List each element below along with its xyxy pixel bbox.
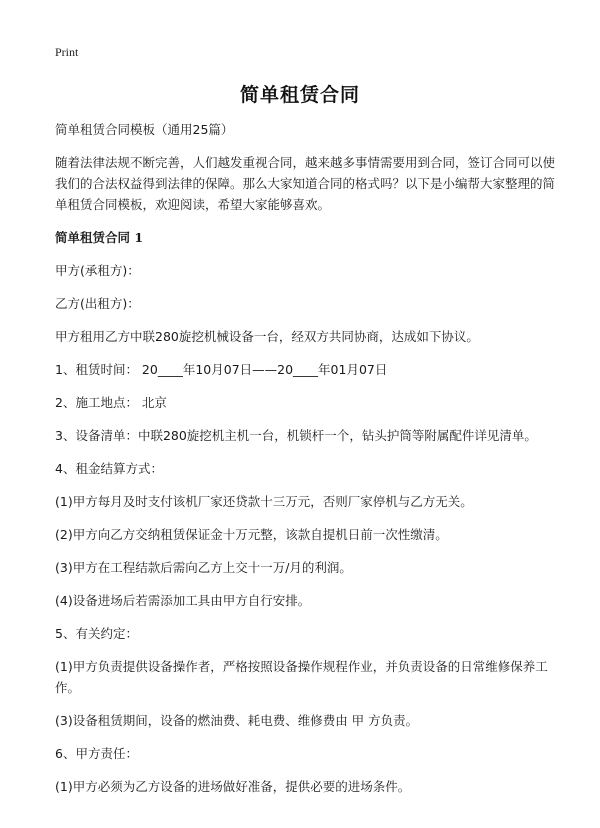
clause-rent-settlement-2: (2)甲方向乙方交纳租赁保证金十万元整，该款自提机日前一次性缴清。 [55,527,448,542]
clause-rent-settlement: 4、租金结算方式： [55,461,163,476]
clause-agreements: 5、有关约定： [55,626,138,641]
document-subtitle: 简单租赁合同模板（通用25篇） [55,122,234,137]
document-body [55,119,555,797]
clause-party-a-duty: 6、甲方责任： [55,746,138,761]
clause-rent-settlement-3: (3)甲方在工程结款后需向乙方上交十一万/月的利润。 [55,560,352,575]
agreement-line: 甲方租用乙方中联280旋挖机械设备一台，经双方共同协商，达成如下协议。 [55,329,479,344]
clause-rent-settlement-1: (1)甲方每月及时支付该机厂家还贷款十三万元，否则厂家停机与乙方无关。 [55,494,473,509]
clause-rent-settlement-4: (4)设备进场后若需添加工具由甲方自行安排。 [55,593,311,608]
clause-agreements-1: (1)甲方负责提供设备操作者，严格按照设备操作规程作业，并负责设备的日常维修保养工作。 [55,659,548,695]
clause-party-a-duty-1: (1)甲方必须为乙方设备的进场做好准备，提供必要的进场条件。 [55,779,411,794]
intro-paragraph: 随着法律法规不断完善，人们越发重视合同，越来越多事情需要用到合同，签订合同可以使我们的合法权益得到法律的保障。那么大家知道合同的格式吗？以下是小编帮大家整理的简单租赁合同模板，欢迎阅读，希望大家能够喜欢。 [55,155,556,212]
clause-agreements-3: (3)设备租赁期间，设备的燃油费、耗电费、维修费由 甲 方负责。 [55,713,419,728]
section-title: 简单租赁合同 1 [55,230,144,245]
print-link[interactable]: Print [55,45,79,59]
clause-equipment-list: 3、设备清单：中联280旋挖机主机一台，机锁杆一个，钻头护筒等附属配件详见清单。 [55,428,537,443]
party-a-line: 甲方(承租方)： [55,263,140,278]
party-b-line: 乙方(出租方)： [55,296,140,311]
page-title: 简单租赁合同 [239,84,360,106]
clause-lease-period: 1、租赁时间： 20____年10月07日——20____年01月07日 [55,362,388,377]
clause-site-location: 2、施工地点： 北京 [55,395,167,410]
